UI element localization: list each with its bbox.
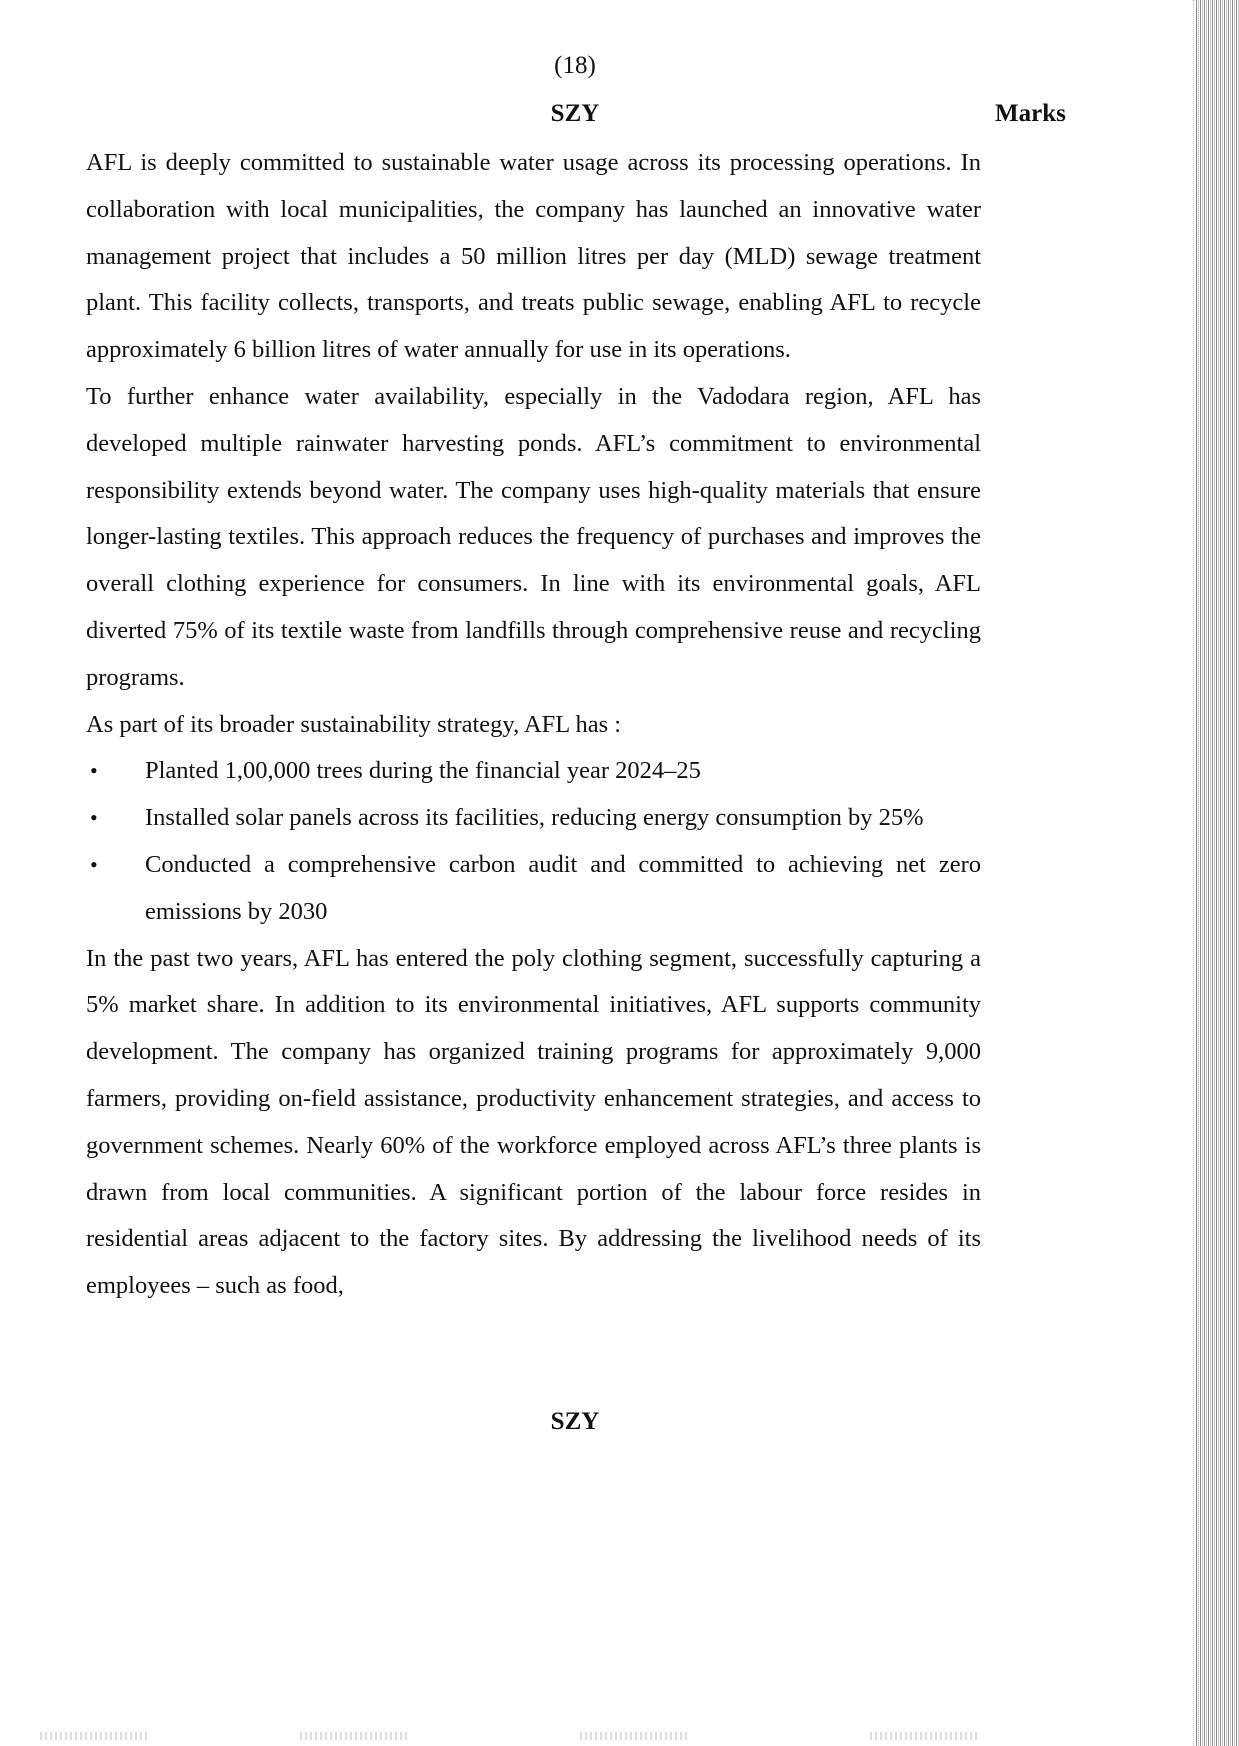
list-item bbox=[86, 842, 981, 936]
list-item-text: Planted 1,00,000 trees during the financial year 2024–25 bbox=[145, 757, 701, 785]
bullet-icon: • bbox=[90, 805, 98, 831]
page-number: (18) bbox=[554, 52, 596, 79]
list-item bbox=[86, 795, 981, 842]
sustainability-list bbox=[86, 748, 981, 935]
passage-paragraph-3: In the past two years, AFL has entered the poly clothing segment, successfully capturing a 5% market share. In addition to its environmental initiatives, AFL supports community development. The company has organized training programs for approximately 9,000 farmers, providing on-field assistance, productivity enhancement strategies, and access to government schemes. Nearly 60% of the workforce employed across AFL’s three plants is drawn from local communities. A significant portion of the labour force resides in residential areas adjacent to the factory sites. By addressing the livelihood needs of its employees – such as food, bbox=[86, 944, 981, 1300]
scan-artifact bbox=[40, 1732, 150, 1740]
list-intro: As part of its broader sustainability strategy, AFL has : bbox=[86, 710, 622, 738]
passage-body bbox=[86, 140, 981, 1310]
scan-artifact bbox=[300, 1732, 410, 1740]
scan-artifact bbox=[870, 1732, 980, 1740]
list-item bbox=[86, 748, 981, 795]
footer-paper-code: SZY bbox=[550, 1408, 600, 1435]
list-item-text: Installed solar panels across its facilities, reducing energy consumption by 25% bbox=[145, 804, 924, 832]
header-paper-code: SZY bbox=[550, 100, 600, 127]
bullet-icon: • bbox=[90, 758, 98, 784]
bullet-icon: • bbox=[90, 851, 98, 877]
passage-paragraph-1: AFL is deeply committed to sustainable water usage across its processing operations. In collaboration with local municipalities, the company has launched an innovative water management project that includes a 50 million litres per day (MLD) sewage treatment plant. This facility collects, transports, and treats public sewage, enabling AFL to recycle approximately 6 billion litres of water annually for use in its operations. bbox=[86, 149, 981, 364]
passage-paragraph-2: To further enhance water availability, especially in the Vadodara region, AFL has developed multiple rainwater harvesting ponds. AFL’s commitment to environmental responsibility extends beyond water. The company uses high-quality materials that ensure longer-lasting textiles. This approach reduces the frequency of purchases and improves the overall clothing experience for consumers. In line with its environmental goals, AFL diverted 75% of its textile waste from landfills through comprehensive reuse and recycling programs. bbox=[86, 382, 981, 691]
scan-artifact bbox=[580, 1732, 690, 1740]
marks-column-label: Marks bbox=[995, 100, 1066, 127]
list-item-text: Conducted a comprehensive carbon audit and committed to achieving net zero emissions by 2030 bbox=[145, 850, 981, 925]
binding-strip bbox=[1195, 0, 1239, 1746]
